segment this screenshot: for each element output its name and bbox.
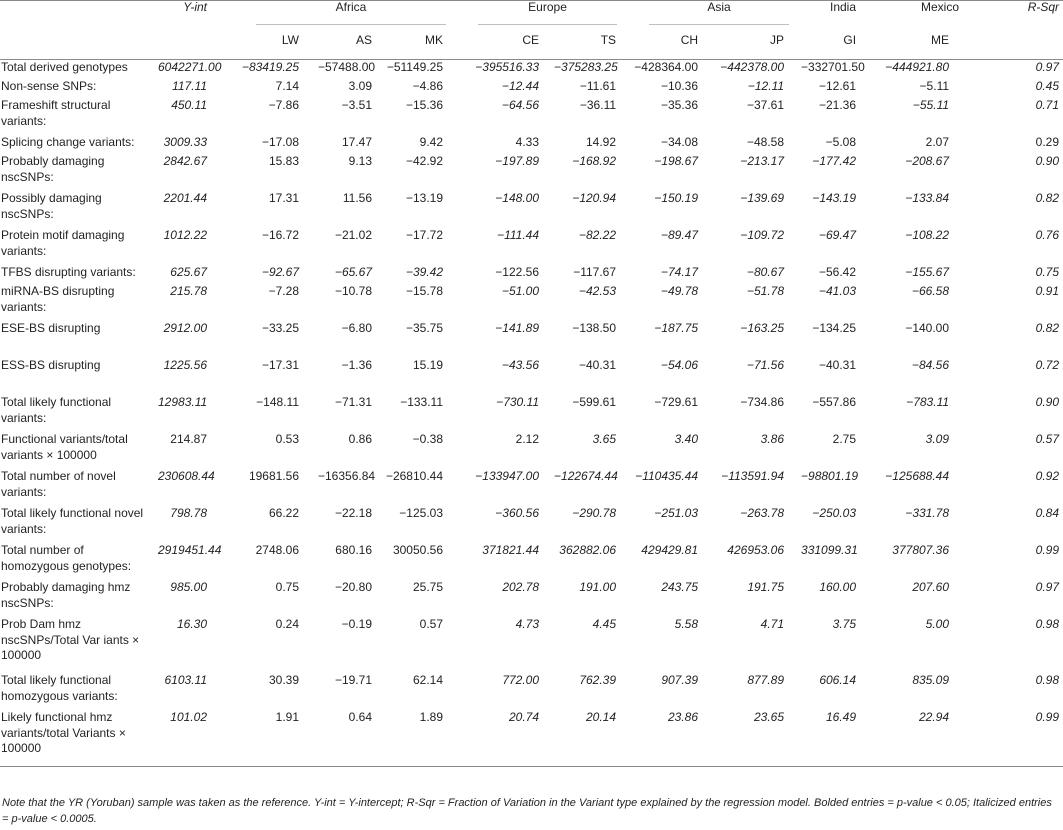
cell-value: −71.56 [746, 358, 785, 372]
cell-value: −36.11 [579, 98, 617, 112]
table-row [0, 265, 1063, 284]
row-label: Likely functional hmz variants/total Variants × 100000 [1, 710, 126, 755]
cell-value: 9.13 [348, 154, 372, 168]
cell-value: −33.25 [261, 321, 299, 335]
cell-value: −133.84 [905, 191, 950, 205]
cell-rsqr: 0.71 [1035, 98, 1060, 112]
cell-value: −122.56 [495, 265, 540, 279]
row-label: Total likely functional novel variants: [1, 506, 144, 536]
cell-value: 0.86 [348, 432, 372, 446]
cell-value: −10.36 [660, 79, 699, 93]
header-yint: Y-int [183, 0, 207, 14]
cell-value: −89.47 [660, 228, 699, 242]
row-label: Possibly damaging nscSNPs: [1, 191, 102, 221]
cell-rsqr: 0.57 [1035, 432, 1060, 446]
cell-value: −42.53 [578, 284, 617, 298]
cell-value: −57488.00 [318, 60, 376, 74]
cell-value: −263.78 [740, 506, 785, 520]
row-label: Total number of novel variants: [1, 469, 116, 499]
cell-value: 207.60 [912, 580, 950, 594]
cell-value: −26810.44 [385, 469, 444, 483]
cell-value: 362882.06 [559, 543, 617, 557]
cell-yint: 6103.11 [164, 673, 207, 687]
header-blank [0, 0, 155, 33]
cell-yint: 1225.56 [163, 358, 207, 372]
cell-value: −56.42 [818, 265, 857, 279]
cell-value: 2.75 [832, 432, 857, 446]
cell-value: 2.12 [515, 432, 540, 446]
row-label: Splicing change variants: [1, 135, 135, 149]
header-pop: MK [425, 33, 444, 47]
cell-value: −49.78 [660, 284, 699, 298]
cell-value: 20.74 [508, 710, 540, 724]
cell-value: −208.67 [905, 154, 950, 168]
cell-value: 3.86 [760, 432, 785, 446]
table-row [0, 79, 1063, 98]
cell-value: −163.25 [740, 321, 785, 335]
cell-value: −250.03 [812, 506, 857, 520]
cell-value: 22.94 [919, 710, 950, 724]
cell-value: 680.16 [335, 543, 372, 557]
table-row [0, 228, 1063, 265]
cell-value: −21.02 [334, 228, 372, 242]
cell-value: −12.44 [501, 79, 540, 93]
cell-rsqr: 0.82 [1035, 191, 1060, 205]
table-row [0, 395, 1063, 432]
cell-rsqr: 0.45 [1035, 79, 1060, 93]
cell-value: 191.00 [579, 580, 617, 594]
table-row [0, 469, 1063, 506]
cell-value: −168.92 [572, 154, 617, 168]
cell-value: −177.42 [812, 154, 857, 168]
table-row [0, 580, 1063, 617]
cell-yint: 985.00 [170, 580, 207, 594]
cell-value: −12.61 [818, 79, 857, 93]
table-row [0, 321, 1063, 358]
cell-value: −6.80 [341, 321, 372, 335]
cell-value: −84.56 [911, 358, 950, 372]
cell-value: −125688.44 [885, 469, 950, 483]
cell-value: −92.67 [261, 265, 299, 279]
cell-value: −375283.25 [554, 60, 618, 74]
cell-value: 0.75 [275, 580, 299, 594]
cell-rsqr: 0.84 [1035, 506, 1060, 520]
cell-value: −7.28 [268, 284, 299, 298]
row-label: Prob Dam hmz nscSNPs/Total Var iants × 100000 [1, 617, 140, 662]
cell-yint: 2842.67 [163, 154, 207, 168]
cell-value: 2.07 [925, 135, 950, 149]
cell-value: −22.18 [334, 506, 372, 520]
cell-value: 191.75 [747, 580, 785, 594]
cell-value: −599.61 [572, 395, 617, 409]
cell-rsqr: 0.29 [1035, 135, 1060, 149]
cell-value: −48.58 [746, 135, 785, 149]
cell-rsqr: 0.76 [1035, 228, 1060, 242]
cell-value: −428364.00 [634, 60, 699, 74]
cell-yint: 450.11 [171, 98, 207, 112]
cell-value: −82.22 [578, 228, 617, 242]
cell-rsqr: 0.98 [1035, 673, 1060, 687]
cell-value: −39.42 [405, 265, 444, 279]
cell-value: −197.89 [495, 154, 540, 168]
cell-value: −1.36 [341, 358, 372, 372]
cell-yint: 798.78 [170, 506, 207, 520]
cell-value: −729.61 [654, 395, 699, 409]
cell-value: −125.03 [399, 506, 444, 520]
cell-yint: 215.78 [170, 284, 207, 298]
cell-value: −395516.33 [475, 60, 540, 74]
group-africa-label: Africa [256, 0, 446, 25]
header-pop: CE [522, 33, 540, 47]
cell-value: −19.71 [334, 673, 372, 687]
cell-value: 429429.81 [641, 543, 699, 557]
cell-value: −213.17 [740, 154, 785, 168]
row-label: Frameshift structural variants: [1, 98, 111, 128]
cell-value: −15.78 [405, 284, 444, 298]
cell-value: 23.86 [668, 710, 699, 724]
header-pop: ME [931, 33, 950, 47]
cell-value: −108.22 [905, 228, 950, 242]
cell-value: −0.38 [412, 432, 444, 446]
header-group-mexico: Mexico [921, 0, 960, 14]
row-label: ESS-BS disrupting [1, 358, 101, 372]
cell-value: −40.31 [818, 358, 857, 372]
cell-value: −730.11 [496, 395, 540, 409]
cell-value: −134.25 [812, 321, 857, 335]
cell-value: 243.75 [661, 580, 699, 594]
cell-value: −198.67 [654, 154, 699, 168]
header-pop: GI [843, 33, 857, 47]
cell-yint: 214.87 [170, 432, 207, 446]
cell-value: 3.40 [674, 432, 699, 446]
cell-value: −734.86 [740, 395, 785, 409]
cell-value: 9.42 [419, 135, 444, 149]
header-row-groups [0, 0, 1063, 33]
header-pop: TS [600, 33, 617, 47]
cell-value: −290.78 [572, 506, 617, 520]
cell-value: 4.71 [760, 617, 785, 631]
cell-value: −74.17 [660, 265, 699, 279]
cell-rsqr: 0.82 [1035, 321, 1060, 335]
cell-value: 877.89 [747, 673, 785, 687]
row-label: Total likely functional homozygous variants: [1, 673, 118, 703]
cell-value: −43.56 [501, 358, 540, 372]
cell-value: −51.78 [746, 284, 785, 298]
cell-value: −150.19 [654, 191, 699, 205]
row-label: ESE-BS disrupting [1, 321, 101, 335]
header-pop: CH [680, 33, 699, 47]
table-row [0, 154, 1063, 191]
cell-value: −140.00 [905, 321, 950, 335]
cell-value: 0.24 [275, 617, 299, 631]
table-row [0, 135, 1063, 154]
cell-value: 0.53 [275, 432, 299, 446]
cell-value: −111.44 [497, 228, 540, 242]
cell-value: −17.08 [261, 135, 299, 149]
cell-yint: 1012.22 [163, 228, 207, 242]
row-label: TFBS disrupting variants: [1, 265, 136, 279]
cell-value: 371821.44 [482, 543, 540, 557]
cell-rsqr: 0.75 [1035, 265, 1060, 279]
header-group-europe [455, 0, 626, 33]
cell-value: −138.50 [572, 321, 617, 335]
cell-value: −444921.80 [885, 60, 950, 74]
cell-value: −139.69 [740, 191, 785, 205]
cell-value: −66.58 [911, 284, 950, 298]
cell-value: 17.47 [341, 135, 372, 149]
cell-value: 16.49 [826, 710, 857, 724]
cell-value: −55.11 [912, 98, 950, 112]
cell-value: −42.92 [405, 154, 444, 168]
cell-rsqr: 0.99 [1035, 543, 1060, 557]
cell-value: 25.75 [412, 580, 444, 594]
cell-value: 3.65 [592, 432, 617, 446]
cell-value: 3.09 [348, 79, 372, 93]
cell-rsqr: 0.97 [1035, 60, 1060, 74]
cell-value: −117.67 [573, 265, 617, 279]
cell-value: −51.00 [501, 284, 540, 298]
row-label: Total likely functional variants: [1, 395, 112, 425]
cell-rsqr: 0.90 [1035, 154, 1060, 168]
cell-value: 14.92 [586, 135, 617, 149]
cell-value: 4.45 [592, 617, 617, 631]
table-row [0, 617, 1063, 673]
cell-yint: 16.30 [176, 617, 207, 631]
group-asia-label: Asia [649, 0, 789, 25]
cell-value: −3.51 [341, 98, 372, 112]
cell-value: 17.31 [268, 191, 299, 205]
cell-value: 15.83 [268, 154, 299, 168]
header-group-india: India [830, 0, 857, 14]
header-pop: AS [355, 33, 372, 47]
cell-value: −21.36 [818, 98, 857, 112]
cell-value: 19681.56 [248, 469, 299, 483]
cell-value: −7.86 [268, 98, 299, 112]
cell-value: −251.03 [654, 506, 699, 520]
cell-value: −35.75 [405, 321, 444, 335]
cell-value: 4.33 [515, 135, 540, 149]
cell-rsqr: 0.90 [1035, 395, 1060, 409]
cell-value: −83419.25 [241, 60, 299, 74]
cell-value: 1.91 [275, 710, 299, 724]
cell-rsqr: 0.91 [1035, 284, 1060, 298]
cell-value: −133.11 [400, 395, 444, 409]
cell-value: 160.00 [819, 580, 857, 594]
cell-value: −20.80 [334, 580, 372, 594]
cell-value: −98801.19 [801, 469, 859, 483]
cell-yint: 117.11 [172, 79, 207, 93]
cell-value: 426953.06 [727, 543, 785, 557]
table-row [0, 543, 1063, 580]
header-group-asia [626, 0, 798, 33]
row-label: Total number of homozygous genotypes: [1, 543, 132, 573]
cell-rsqr: 0.72 [1035, 358, 1060, 372]
cell-rsqr: 0.98 [1035, 617, 1060, 631]
cell-value: −109.72 [740, 228, 785, 242]
cell-value: −141.89 [495, 321, 540, 335]
cell-value: 202.78 [502, 580, 540, 594]
cell-value: −143.19 [812, 191, 857, 205]
cell-value: 62.14 [412, 673, 444, 687]
cell-rsqr: 0.97 [1035, 580, 1060, 594]
cell-value: −0.19 [341, 617, 372, 631]
group-europe-label: Europe [478, 0, 617, 25]
header-group-africa [233, 0, 455, 33]
cell-yint: 3009.33 [163, 135, 207, 149]
header-pop: JP [770, 33, 785, 47]
cell-value: −155.67 [905, 265, 950, 279]
cell-value: −360.56 [495, 506, 540, 520]
cell-value: 762.39 [579, 673, 617, 687]
cell-value: 3.75 [832, 617, 857, 631]
row-label: Protein motif damaging variants: [1, 228, 125, 258]
table-row [0, 432, 1063, 469]
table-row [0, 673, 1063, 710]
cell-value: 30.39 [268, 673, 299, 687]
cell-value: −4.86 [412, 79, 444, 93]
cell-value: −54.06 [660, 358, 699, 372]
cell-yint: 625.67 [170, 265, 207, 279]
table-row [0, 284, 1063, 321]
cell-value: −187.75 [654, 321, 699, 335]
cell-value: −64.56 [501, 98, 540, 112]
cell-value: −80.67 [746, 265, 785, 279]
table-row [0, 191, 1063, 228]
cell-value: −41.03 [818, 284, 857, 298]
cell-value: 1.89 [419, 710, 444, 724]
cell-value: −13.19 [405, 191, 444, 205]
cell-value: 7.14 [275, 79, 299, 93]
cell-value: 907.39 [661, 673, 699, 687]
cell-value: −17.72 [405, 228, 444, 242]
cell-value: −557.86 [812, 395, 857, 409]
cell-value: 11.56 [342, 191, 372, 205]
cell-value: 30050.56 [392, 543, 444, 557]
cell-value: −442378.00 [720, 60, 785, 74]
cell-value: 66.22 [268, 506, 299, 520]
cell-value: 23.65 [754, 710, 785, 724]
header-row-populations [0, 33, 1063, 60]
cell-value: −148.00 [495, 191, 540, 205]
table-row [0, 60, 1063, 80]
cell-value: −5.11 [919, 79, 950, 93]
cell-yint: 101.02 [170, 710, 207, 724]
header-rsqr: R-Sqr [1027, 0, 1060, 14]
table-footnote: Note that the YR (Yoruban) sample was taken as the reference. Y-int = Y-intercept; R-Sqr = Fraction of Variation in the Variant type explained by the regression model. Bolded entries = p-value < 0.05; Italicized entries = p-value < 0.0005. [2, 797, 1052, 825]
cell-value: 606.14 [819, 673, 857, 687]
cell-value: 15.19 [412, 358, 444, 372]
cell-value: −11.61 [579, 79, 617, 93]
cell-value: −148.11 [256, 395, 299, 409]
cell-value: −5.08 [825, 135, 857, 149]
cell-yint: 12983.11 [158, 395, 208, 409]
cell-value: −122674.44 [554, 469, 618, 483]
cell-value: −40.31 [578, 358, 617, 372]
cell-value: 835.09 [912, 673, 950, 687]
cell-value: −35.36 [660, 98, 699, 112]
cell-yint: 2912.00 [163, 321, 207, 335]
row-label: Probably damaging hmz nscSNPs: [1, 580, 131, 610]
cell-value: −113591.94 [721, 469, 785, 483]
cell-yint: 2919451.44 [158, 543, 222, 557]
table-row [0, 506, 1063, 543]
cell-value: −51149.25 [386, 60, 444, 74]
cell-value: −332701.50 [801, 60, 865, 74]
cell-yint: 230608.44 [158, 469, 215, 483]
cell-value: 377807.36 [892, 543, 950, 557]
cell-yint: 2201.44 [163, 191, 207, 205]
cell-value: −15.36 [405, 98, 444, 112]
table-row [0, 98, 1063, 135]
cell-value: −16.72 [261, 228, 299, 242]
row-label: Functional variants/total variants × 100000 [1, 432, 128, 462]
cell-value: 5.58 [674, 617, 699, 631]
cell-value: 0.57 [419, 617, 444, 631]
cell-value: 0.64 [348, 710, 372, 724]
cell-value: −37.61 [746, 98, 785, 112]
cell-value: −71.31 [334, 395, 372, 409]
row-label: Non-sense SNPs: [1, 79, 97, 93]
cell-value: −12.11 [747, 79, 785, 93]
cell-value: −331.78 [905, 506, 950, 520]
cell-value: −65.67 [334, 265, 372, 279]
cell-rsqr: 0.92 [1035, 469, 1060, 483]
cell-value: 3.09 [925, 432, 950, 446]
cell-value: 772.00 [502, 673, 540, 687]
cell-value: 4.73 [515, 617, 540, 631]
cell-yint: 6042271.00 [158, 60, 222, 74]
cell-value: −16356.84 [318, 469, 376, 483]
cell-value: 5.00 [925, 617, 950, 631]
row-label: Probably damaging nscSNPs: [1, 154, 105, 184]
table-body [0, 60, 1063, 767]
table-row [0, 358, 1063, 395]
cell-rsqr: 0.99 [1035, 710, 1060, 724]
cell-value: −133947.00 [475, 469, 540, 483]
cell-value: 2748.06 [255, 543, 299, 557]
cell-value: −110435.44 [635, 469, 699, 483]
cell-value: −17.31 [261, 358, 299, 372]
cell-value: −69.47 [818, 228, 857, 242]
cell-value: −120.94 [572, 191, 617, 205]
row-label: Total derived genotypes [1, 60, 128, 74]
cell-value: −10.78 [334, 284, 372, 298]
header-pop: LW [281, 33, 299, 47]
row-label: miRNA-BS disrupting variants: [1, 284, 115, 314]
cell-value: −783.11 [906, 395, 950, 409]
table-row [0, 710, 1063, 767]
cell-value: 20.14 [586, 710, 617, 724]
cell-value: 331099.31 [801, 543, 858, 557]
cell-value: −34.08 [660, 135, 699, 149]
